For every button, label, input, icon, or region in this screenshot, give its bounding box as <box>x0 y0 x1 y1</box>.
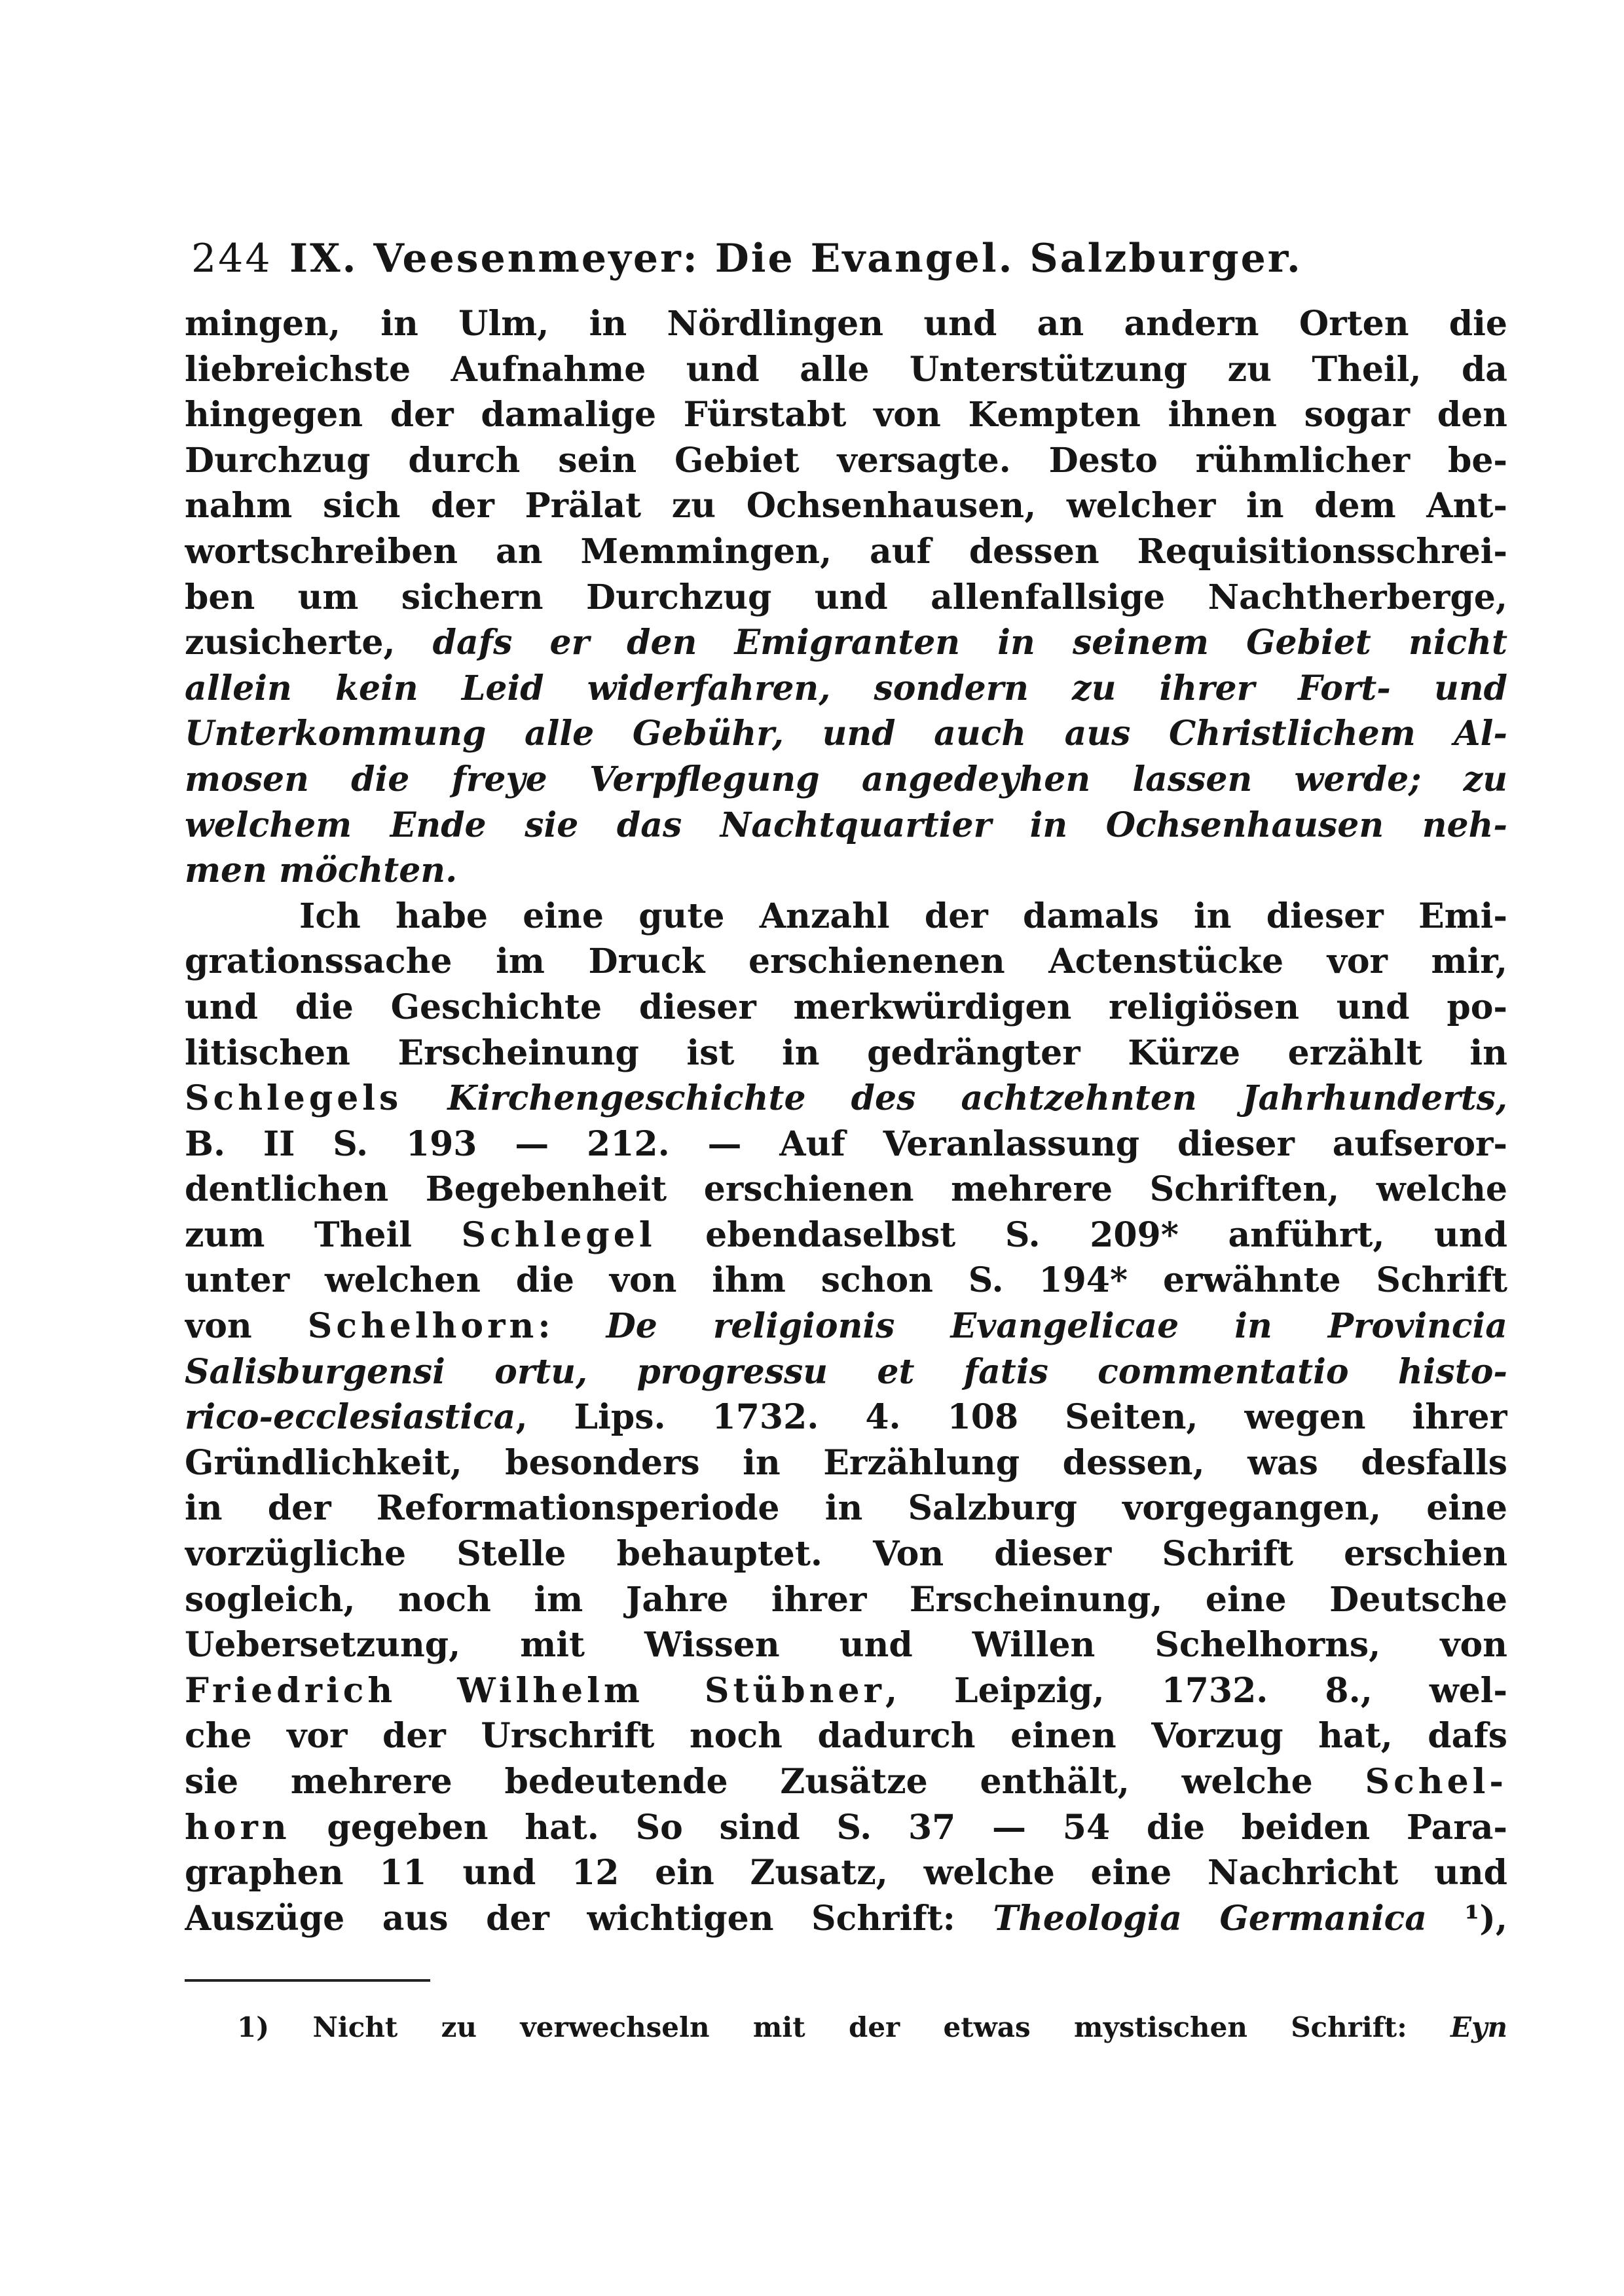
text-line: dentlichen Begebenheit erschienen mehrere Schriften, welche <box>185 1169 1507 1210</box>
spaced-name: Friedrich Wilhelm Stübner <box>185 1670 885 1711</box>
text-segment: , Leipzig, 1732. 8., wel- <box>885 1670 1507 1711</box>
running-title: IX. Veesenmeyer: Die Evangel. Salzburger. <box>289 236 1302 282</box>
text-segment: zusicherte, <box>185 623 433 663</box>
spaced-name: Schelhorn <box>307 1306 538 1347</box>
text-line <box>185 1212 1507 1258</box>
text-line: mingen, in Ulm, in Nördlingen und an andern Orten die <box>185 304 1507 344</box>
text-line: litischen Erscheinung ist in gedrängter Kürze erzählt in <box>185 1032 1507 1073</box>
text-line <box>185 1076 1507 1121</box>
spaced-name: Schlegel <box>461 1214 656 1255</box>
text-line <box>185 1759 1507 1805</box>
text-line: graphen 11 und 12 ein Zusatz, welche eine Nachricht und <box>185 1853 1507 1893</box>
spaced-name: Schel- <box>1365 1762 1507 1802</box>
italic-line: mosen die freye Verpflegung angedeyhen lassen werde; zu <box>185 759 1507 799</box>
text-line <box>185 1805 1507 1851</box>
text-line <box>185 1896 1507 1942</box>
text-line <box>185 1303 1507 1349</box>
text-line: Uebersetzung, mit Wissen und Willen Schelhorns, von <box>185 1625 1507 1666</box>
text-line: grationssache im Druck erschienenen Actenstücke vor mir, <box>185 941 1507 982</box>
text-line: und die Geschichte dieser merkwürdigen religiösen und po- <box>185 987 1507 1027</box>
text-line: Gründlichkeit, besonders in Erzählung dessen, was desfalls <box>185 1442 1507 1483</box>
italic-title: Kirchengeschichte des achtzehnten Jahrhunderts, <box>402 1078 1507 1119</box>
italic-line: Salisburgensi ortu, progressu et fatis commentatio histo- <box>185 1351 1507 1392</box>
text-line: che vor der Urschrift noch dadurch einen Vorzug hat, dafs <box>185 1716 1507 1757</box>
text-segment: , Lips. 1732. 4. 108 Seiten, wegen ihrer <box>515 1397 1507 1438</box>
text-line <box>185 620 1507 666</box>
page-number: 244 <box>191 236 272 282</box>
text-line: unter welchen die von ihm schon S. 194* erwähnte Schrift <box>185 1260 1507 1301</box>
text-line: sogleich, noch im Jahre ihrer Erscheinung, eine Deutsche <box>185 1579 1507 1620</box>
italic-line: allein kein Leid widerfahren, sondern zu ihrer Fort- und <box>185 668 1507 708</box>
body-text <box>185 301 1507 1941</box>
italic-line: men möchten. <box>185 850 458 891</box>
text-line: wortschreiben an Memmingen, auf dessen Requisitionsschrei- <box>185 531 1507 572</box>
text-segment: ¹), <box>1426 1898 1507 1939</box>
text-segment: von <box>185 1306 308 1347</box>
text-segment: sie mehrere bedeutende Zusätze enthält, welche <box>185 1762 1365 1802</box>
text-segment: : <box>538 1306 606 1347</box>
footnote-marker: 1) <box>237 2011 270 2044</box>
text-line: Durchzug durch sein Gebiet versagte. Desto rühmlicher be- <box>185 440 1507 481</box>
spaced-name: horn <box>185 1807 291 1848</box>
text-line: liebreichste Aufnahme und alle Unterstützung zu Theil, da <box>185 349 1507 390</box>
text-line: in der Reformationsperiode in Salzburg vorgegangen, eine <box>185 1488 1507 1529</box>
italic-quote: dafs er den Emigranten in seinem Gebiet nicht <box>432 623 1507 663</box>
text-line <box>185 1668 1507 1714</box>
footnote <box>185 2008 1507 2047</box>
italic-title: De religionis Evangelicae in Provincia <box>606 1306 1507 1347</box>
text-line: hingegen der damalige Fürstabt von Kempten ihnen sogar den <box>185 395 1507 435</box>
page-header <box>185 223 1507 301</box>
text-segment: ebendaselbst S. 209* anführt, und <box>655 1214 1507 1255</box>
italic-line: welchem Ende sie das Nachtquartier in Ochsenhausen neh- <box>185 805 1507 845</box>
footnote-text: Nicht zu verwechseln mit der etwas mystischen Schrift: <box>269 2011 1451 2044</box>
text-segment: zum Theil <box>185 1214 462 1255</box>
text-line: nahm sich der Prälat zu Ochsenhausen, welcher in dem Ant- <box>185 486 1507 526</box>
book-page <box>185 223 1507 2047</box>
text-line: ben um sichern Durchzug und allenfallsige Nachtherberge, <box>185 577 1507 617</box>
text-line <box>185 1394 1507 1440</box>
text-segment: Auszüge aus der wichtigen Schrift: <box>185 1898 993 1939</box>
spaced-name: Schlegels <box>185 1078 403 1119</box>
italic-line: Unterkommung alle Gebühr, und auch aus Christlichem Al- <box>185 714 1507 754</box>
italic-title: Theologia Germanica <box>993 1898 1427 1939</box>
italic-title: rico-ecclesiastica <box>185 1397 516 1438</box>
footnote-rule <box>185 1979 430 1982</box>
text-line: B. II S. 193 — 212. — Auf Veranlassung dieser aufseror- <box>185 1123 1507 1164</box>
text-line: vorzügliche Stelle behauptet. Von dieser Schrift erschien <box>185 1534 1507 1575</box>
text-segment: gegeben hat. So sind S. 37 — 54 die beiden Para- <box>290 1807 1507 1848</box>
paragraph-start: Ich habe eine gute Anzahl der damals in dieser Emi- <box>299 896 1507 936</box>
footnote-italic: Eyn <box>1450 2011 1507 2044</box>
